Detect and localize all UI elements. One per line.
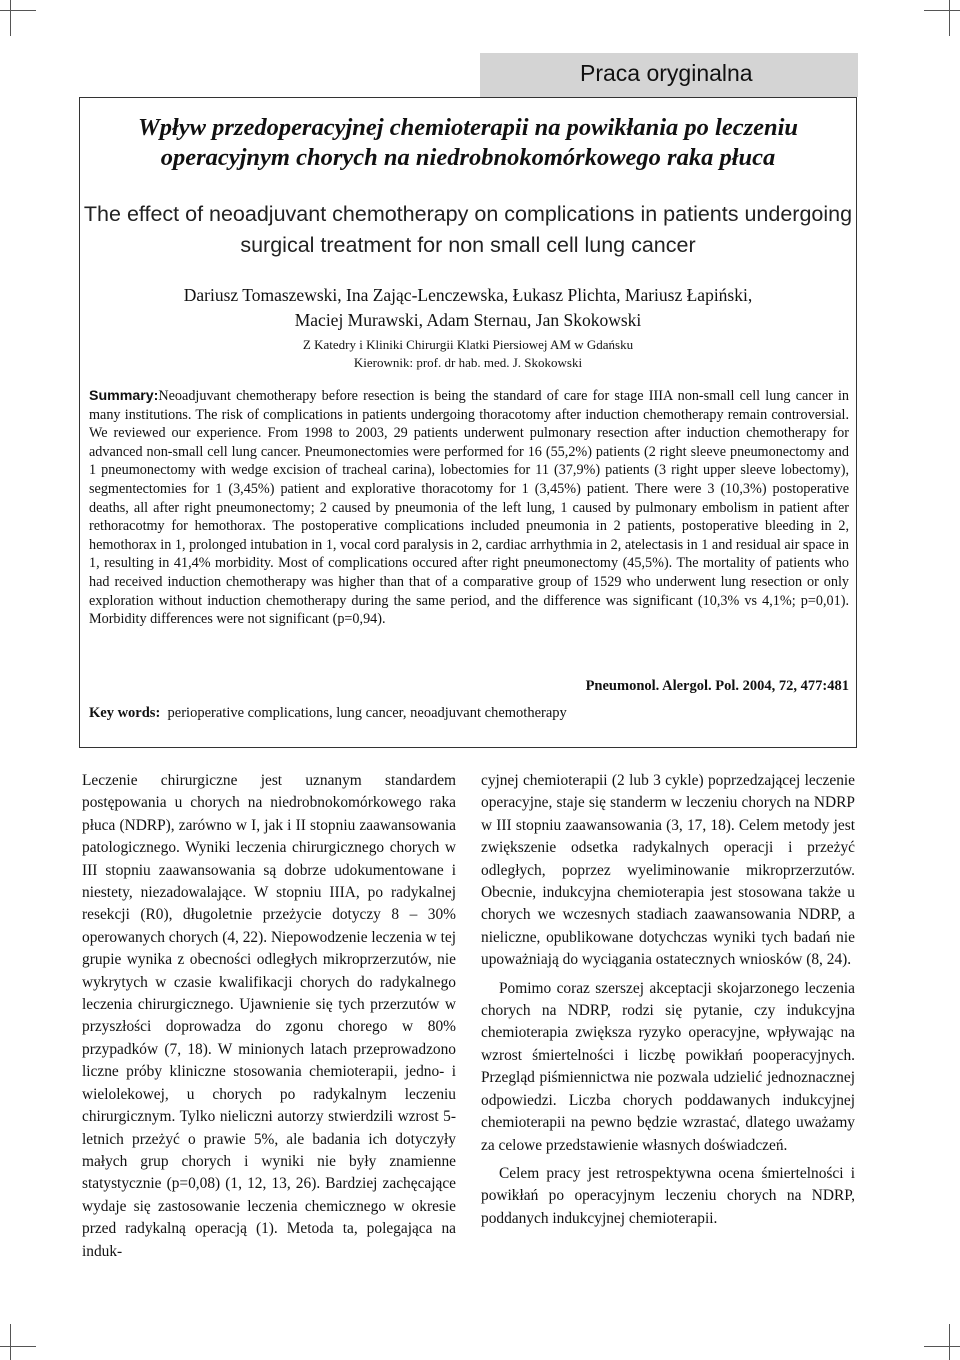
authors-line-1: Dariusz Tomaszewski, Ina Zając-Lenczewska, Łukasz Plichta, Mariusz Łapiński, [183, 285, 753, 305]
affiliation-block [79, 336, 857, 372]
crop-mark [924, 1346, 960, 1347]
body-paragraph: cyjnej chemioterapii (2 lub 3 cykle) poprzedzającej leczenie operacyjne, staje się standerm w leczeniu chorych na NDRP w III stopniu zaawansowania (3, 17, 18). Celem metody jest zwiększenie odsetka radykalnych operacji i przeżyć odległych, poprzez wyeliminowanie mikroprzerzutów. Obecnie, indukcyjna chemioterapia jest stosowana także u chorych we wczesnych stadiach zaawansowania NDRP, a nieliczne, opublikowane dotychczas wyniki tych badań nie upoważniają do wyciągania ostatecznych wniosków (8, 24). [481, 772, 855, 969]
body-column-left [82, 770, 456, 1263]
title-english: The effect of neoadjuvant chemotherapy on complications in patients undergoing surgical treatment for non small cell lung cancer [83, 202, 853, 257]
head-of-department: Kierownik: prof. dr hab. med. J. Skokowski [353, 355, 583, 370]
keywords-text: perioperative complications, lung cancer, neoadjuvant chemotherapy [167, 705, 567, 721]
summary-text: Neoadjuvant chemotherapy before resection is being the standard of care for stage IIIA non-small cell lung cancer in many institutions. The risk of complications in patients undergoing thoracotomy after induction chemotherapy remain controversial. We reviewed our experience. From 1998 to 2003, 29 patients underwent pulmonary resection after induction chemotherapy for advanced non-small cell lung cancer. Pneumonectomies were performed for 16 (55,2%) patients (2 right sleeve pneumonectomy and 1 pneumonectomy with wedge excision of tracheal carina), lobectomies for 11 (37,9%) patients (3 right upper sleeve lobectomy), segmentectomies for 1 (3,45%) patient and explorative thoracotomy for 1 (3,45%) patient. There were 3 (10,3%) postoperative deaths, all after right pneumonectomy; 2 caused by pneumonia of the left lung, 1 caused by pulmonary embolism in patient after rethoracotmy for hemothorax. The postoperative complications included pneumonia in 2 patients, postoperative bleeding in 2, hemothorax in 1, prolonged intubation in 1, vocal cord paralysis in 2, cardiac arrhythmia in 2, atelectasis in 1 and residual air space in 1, resulting in 41,4% morbidity. Most of complications occured after right pneumonectomy (45,5%). The mortality of patients who had received induction chemotherapy was higher than that of a comparative group of 1529 who underwent lung resection or only exploration without induction chemotherapy during the same period, and the difference was significant (10,3% vs 4,1%; p=0,01). Morbidity differences were not significant (p=0,94). [89, 388, 849, 628]
crop-mark [949, 1324, 950, 1360]
body-paragraph: Pomimo coraz szerszej akceptacji skojarzonego leczenia chorych na NDRP, rodzi się pytanie, czy indukcyjna chemioterapia zwiększa ryzyko operacyjne, wpływając na wzrost śmiertelności i liczbę powikłań pooperacyjnych. Przegląd piśmiennictwa nie pozwala udzielić jednoznacznej odpowiedzi. Liczba chorych poddawanych indukcyjnej chemioterapii na pewno będzie wzrastać, dlatego uważamy za celowe przedstawienie własnych doświadczeń. [481, 979, 855, 1154]
summary-label: Summary: [89, 388, 159, 404]
crop-mark [949, 0, 950, 36]
crop-mark [10, 1324, 11, 1360]
keywords-label: Key words: [89, 705, 161, 721]
crop-mark [10, 0, 11, 36]
body-paragraph: Leczenie chirurgiczne jest uznanym standardem postępowania u chorych na niedrobnokomórkowego raka płuca (NDRP), zarówno w I, jak i II stopniu zaawansowania patologicznego. Wyniki leczenia chirurgicznego chorych w III stopniu zaawansowania są dobrze udokumentowane i niestety, niezadowalające. W stopniu IIIA, po radykalnej resekcji (R0), długoletnie przeżycie dotyczy 8 – 30% operowanych chorych (4, 22). Niepowodzenie leczenia w tej grupie wynika z obecności odległych mikroprzerzutów, nie wykrytych w czasie kwalifikacji chorych do radykalnego leczenia chirurgicznego. Ujawnienie się tych przerzutów w przyszłości doprowadza do zgonu chorego w 80% przypadków (7, 18). W minionych latach przeprowadzono liczne próby kliniczne stosowania chemioterapii, jedno- i wielolekowej, u chorych po radykalnym leczeniu chirurgicznym. Tylko nieliczni autorzy stwierdzili wzrost 5-letnich przeżyć o prawie 5%, ale badania ich dotyczyły małych grup chorych i wyniki nie były znamienne statystycznie (p=0,08) (1, 12, 13, 26). Bardziej zachęcające wydaje się zastosowanie leczenia chemicznego w okresie przed radykalną operacją (1). Metoda ta, polegająca na induk- [82, 772, 456, 1260]
section-label: Praca oryginalna [580, 60, 753, 86]
journal-citation: Pneumonol. Alergol. Pol. 2004, 72, 477:481 [585, 678, 849, 694]
keywords [89, 705, 567, 722]
title-polish: Wpływ przedoperacyjnej chemioterapii na powikłania po leczeniu operacyjnym chorych na niedrobnokomórkowego raka płuca [137, 114, 799, 171]
authors-line-2: Maciej Murawski, Adam Sternau, Jan Skokowski [294, 310, 642, 330]
crop-mark [0, 10, 36, 11]
affiliation: Z Katedry i Kliniki Chirurgii Klatki Piersiowej AM w Gdańsku [302, 337, 634, 352]
body-paragraph: Celem pracy jest retrospektywna ocena śmiertelności i powikłań po operacyjnym leczeniu chorych na NDRP, poddanych indukcyjnej chemioterapii. [481, 1164, 855, 1227]
crop-mark [924, 10, 960, 11]
authors [79, 283, 857, 333]
summary [89, 387, 849, 629]
section-label-tab [480, 53, 858, 97]
crop-mark [0, 1346, 36, 1347]
body-column-right [481, 770, 855, 1230]
